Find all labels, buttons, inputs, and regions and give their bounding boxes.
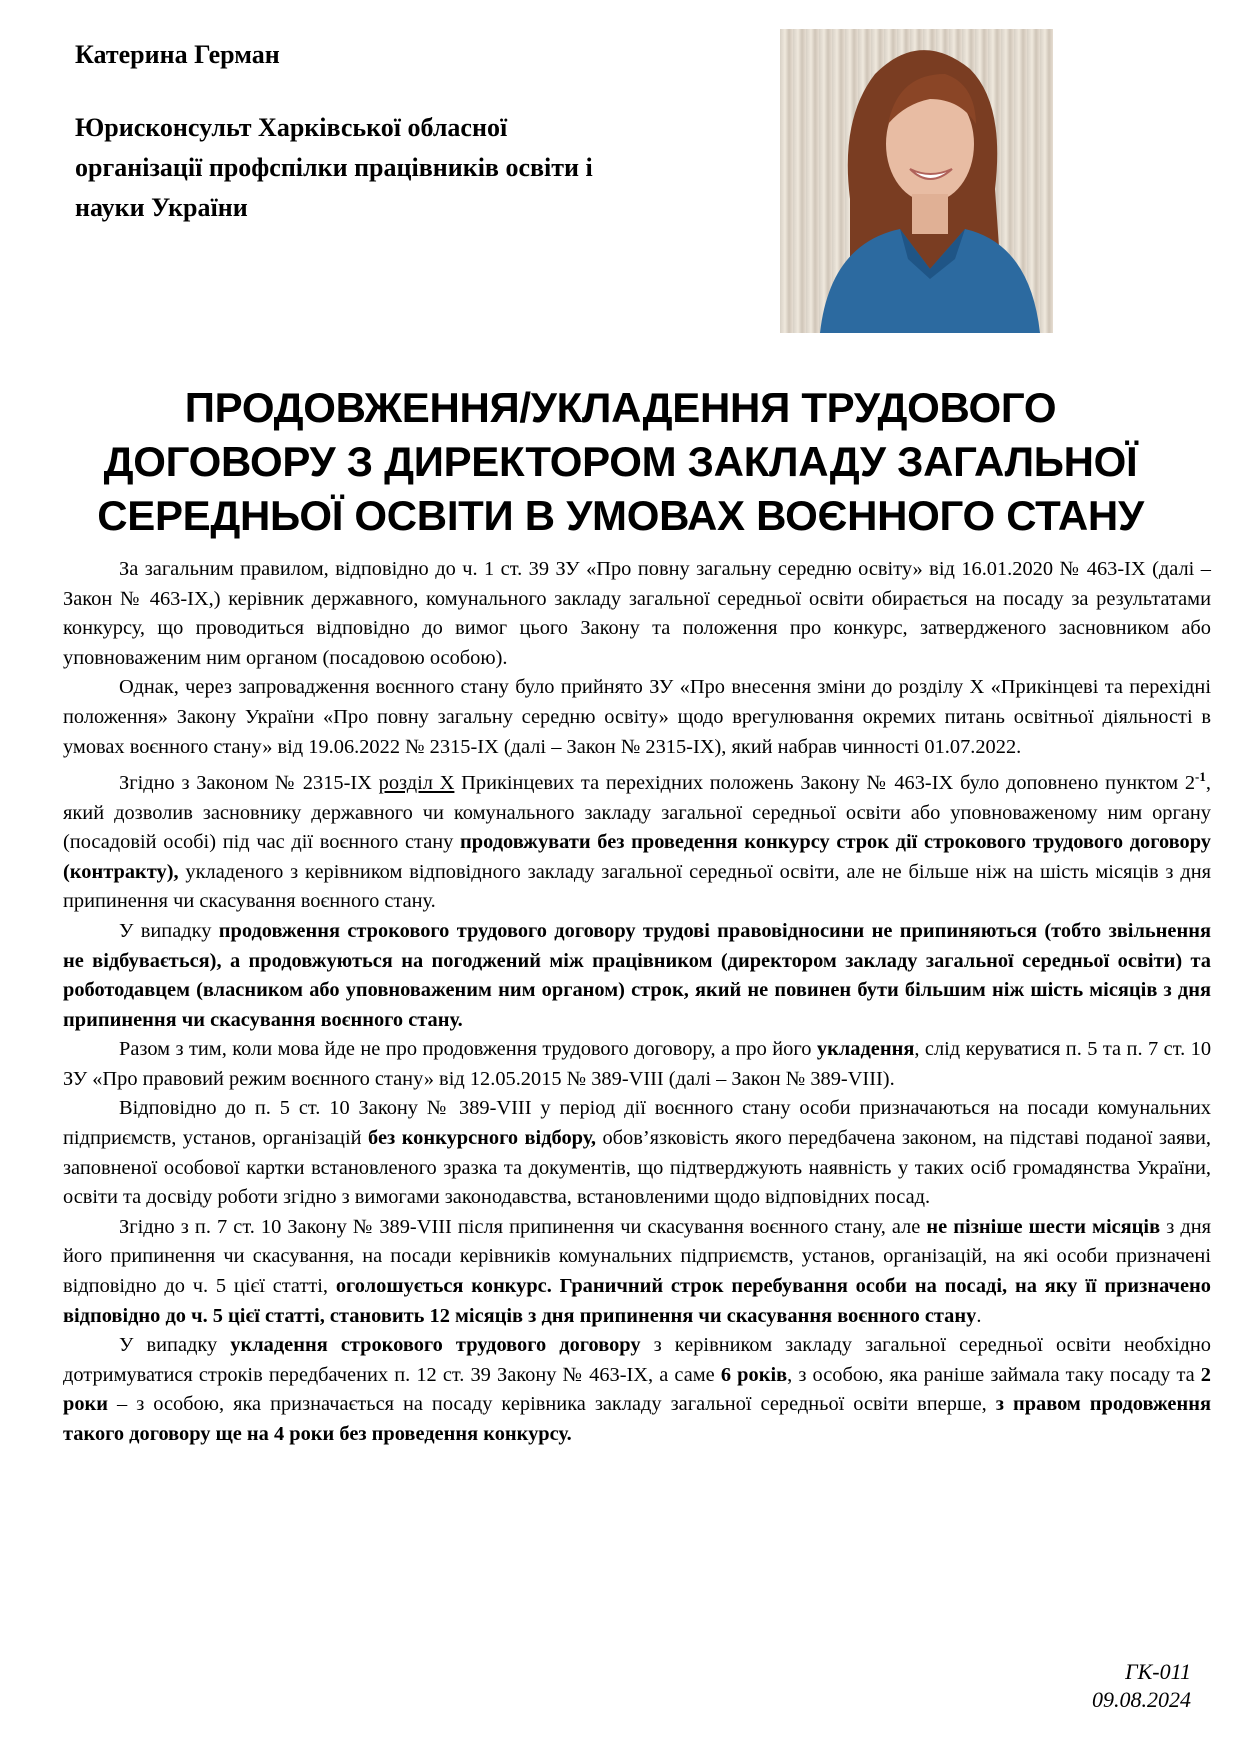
document-code: ГК-011 [1125, 1659, 1191, 1684]
text-run: з керівником закладу загальної середньої освіти необхідно дотримуватися строків передбачених п. 12 ст. 39 Закону № 463-IX, а саме [63, 1334, 1211, 1386]
text-run: з дня його припинення чи скасування, на посади керівників комунальних підприємств, установ, організацій, на які особи призначені відповідно до ч. 5 цієї статті, [63, 1215, 1211, 1298]
text-run: . [976, 1304, 982, 1327]
article-body [63, 555, 1211, 1450]
text-run: розділ X [378, 771, 455, 794]
text-run: без конкурсного відбору, [368, 1127, 596, 1150]
document-footer [1092, 1658, 1191, 1714]
text-run: , з особою, яка раніше займала таку посаду та [787, 1363, 1201, 1386]
text-run: Згідно з Законом № 2315-IX [119, 771, 379, 794]
author-role: Юрисконсульт Харківської обласної організації профспілки працівників освіти і науки України [75, 113, 593, 222]
portrait-image [780, 29, 1053, 333]
text-run: – з особою, яка призначається на посаду керівника закладу загальної середньої освіти вперше, [108, 1393, 996, 1416]
body-paragraph [63, 762, 1211, 917]
text-run: оголошується конкурс. Граничний строк перебування особи на посаді, на яку її призначено відповідно до ч. 5 цієї статті, становить 12 місяців з дня припинення чи скасування воєнного стану [63, 1275, 1211, 1327]
author-photo [780, 29, 1053, 333]
body-paragraph [63, 555, 1211, 673]
text-run: , який дозволив засновнику державного чи комунального закладу загальної середньої освіти або уповноваженому ним органу (посадовій особі) під час дії воєнного стану [63, 771, 1211, 854]
text-run: , слід керуватися п. 5 та п. 7 ст. 10 ЗУ «Про правовий режим воєнного стану» від 12.05.2015 № 389-VIII (далі – Закон № 389-VIII). [63, 1038, 1212, 1090]
body-paragraph [63, 673, 1211, 762]
document-date: 09.08.2024 [1092, 1687, 1191, 1712]
text-run: Прикінцевих та перехідних положень Закону № 463-IX було доповнено пунктом 2 [454, 771, 1196, 794]
text-run: Однак, через запровадження воєнного стану було прийнято ЗУ «Про внесення зміни до розділу Х «Прикінцеві та перехідні положення» Закону України «Про повну загальну середню освіту» щодо врегулювання окремих питань освітньої діяльності в умовах воєнного стану» від 19.06.2022 № 2315-IX (далі – Закон № 2315-IX), який набрав чинності 01.07.2022. [63, 676, 1211, 758]
document-title [60, 381, 1181, 543]
title-line: ДОГОВОРУ З ДИРЕКТОРОМ ЗАКЛАДУ ЗАГАЛЬНОЇ [103, 438, 1138, 485]
author-name: Катерина Герман [75, 40, 280, 69]
body-paragraph [63, 1035, 1211, 1094]
text-run: За загальним правилом, відповідно до ч. 1 ст. 39 ЗУ «Про повну загальну середню освіту» від 16.01.2020 № 463-IX (далі – Закон № 463-IX,) керівник державного, комунального закладу загальної середньої освіти обирається на посаду за результатами конкурсу, що проводиться відповідно до вимог цього Закону та положення про конкурс, затвердженого засновником або уповноваженим ним органом (посадовою особою). [63, 558, 1211, 669]
title-line: СЕРЕДНЬОЇ ОСВІТИ В УМОВАХ ВОЄННОГО СТАНУ [97, 492, 1144, 539]
text-run: Відповідно до п. 5 ст. 10 Закону № 389-VIII у період дії воєнного стану особи призначаються на посади комунальних підприємств, установ, організацій [63, 1097, 1211, 1150]
body-paragraph [63, 1213, 1211, 1331]
body-paragraph [63, 917, 1211, 1035]
text-run: з правом продовження такого договору ще на 4 роки без проведення конкурсу. [63, 1393, 1211, 1446]
text-run: Разом з тим, коли мова йде не про продовження трудового договору, а про його [119, 1038, 817, 1061]
text-run: укладеного з керівником відповідного закладу загальної середньої освіти, але не більше ніж на шість місяців з дня припинення чи скасування воєнного стану. [63, 860, 1211, 913]
text-run: У випадку [119, 1334, 231, 1357]
text-run: обов’язковість якого передбачена законом, на підставі поданої заяви, заповненої особової картки встановленого зразка та документів, що підтверджують наявність у таких осіб громадянства України, освіти та досвіду роботи згідно з вимогами законодавства, встановленими щодо відповідних посад. [63, 1127, 1212, 1209]
text-run: продовжувати без проведення конкурсу строк дії строкового трудового договору (контракту), [63, 831, 1211, 883]
text-run: укладення строкового трудового договору [230, 1334, 641, 1357]
text-run: укладення [816, 1038, 915, 1061]
text-run: 6 років [720, 1363, 788, 1386]
author-block [75, 38, 635, 228]
text-run: -1 [1195, 769, 1206, 785]
title-line: ПРОДОВЖЕННЯ/УКЛАДЕННЯ ТРУДОВОГО [184, 384, 1057, 431]
body-paragraph [63, 1094, 1211, 1212]
text-run: 2 роки [63, 1363, 1211, 1416]
text-run: продовження строкового трудового договору трудові правовідносини не припиняються (тобто звільнення не відбувається), а продовжуються на погоджений між працівником (директором закладу загальної середньої освіти) та роботодавцем (власником або уповноваженим ним органом) строк, який не повинен бути більшим ніж шість місяців з дня припинення чи скасування воєнного стану. [63, 919, 1211, 1031]
text-run: У випадку [119, 919, 219, 942]
text-run: Згідно з п. 7 ст. 10 Закону № 389-VIII після припинення чи скасування воєнного стану, але [119, 1215, 927, 1238]
body-paragraph [63, 1331, 1211, 1449]
text-run: не пізніше шести місяців [926, 1215, 1161, 1238]
